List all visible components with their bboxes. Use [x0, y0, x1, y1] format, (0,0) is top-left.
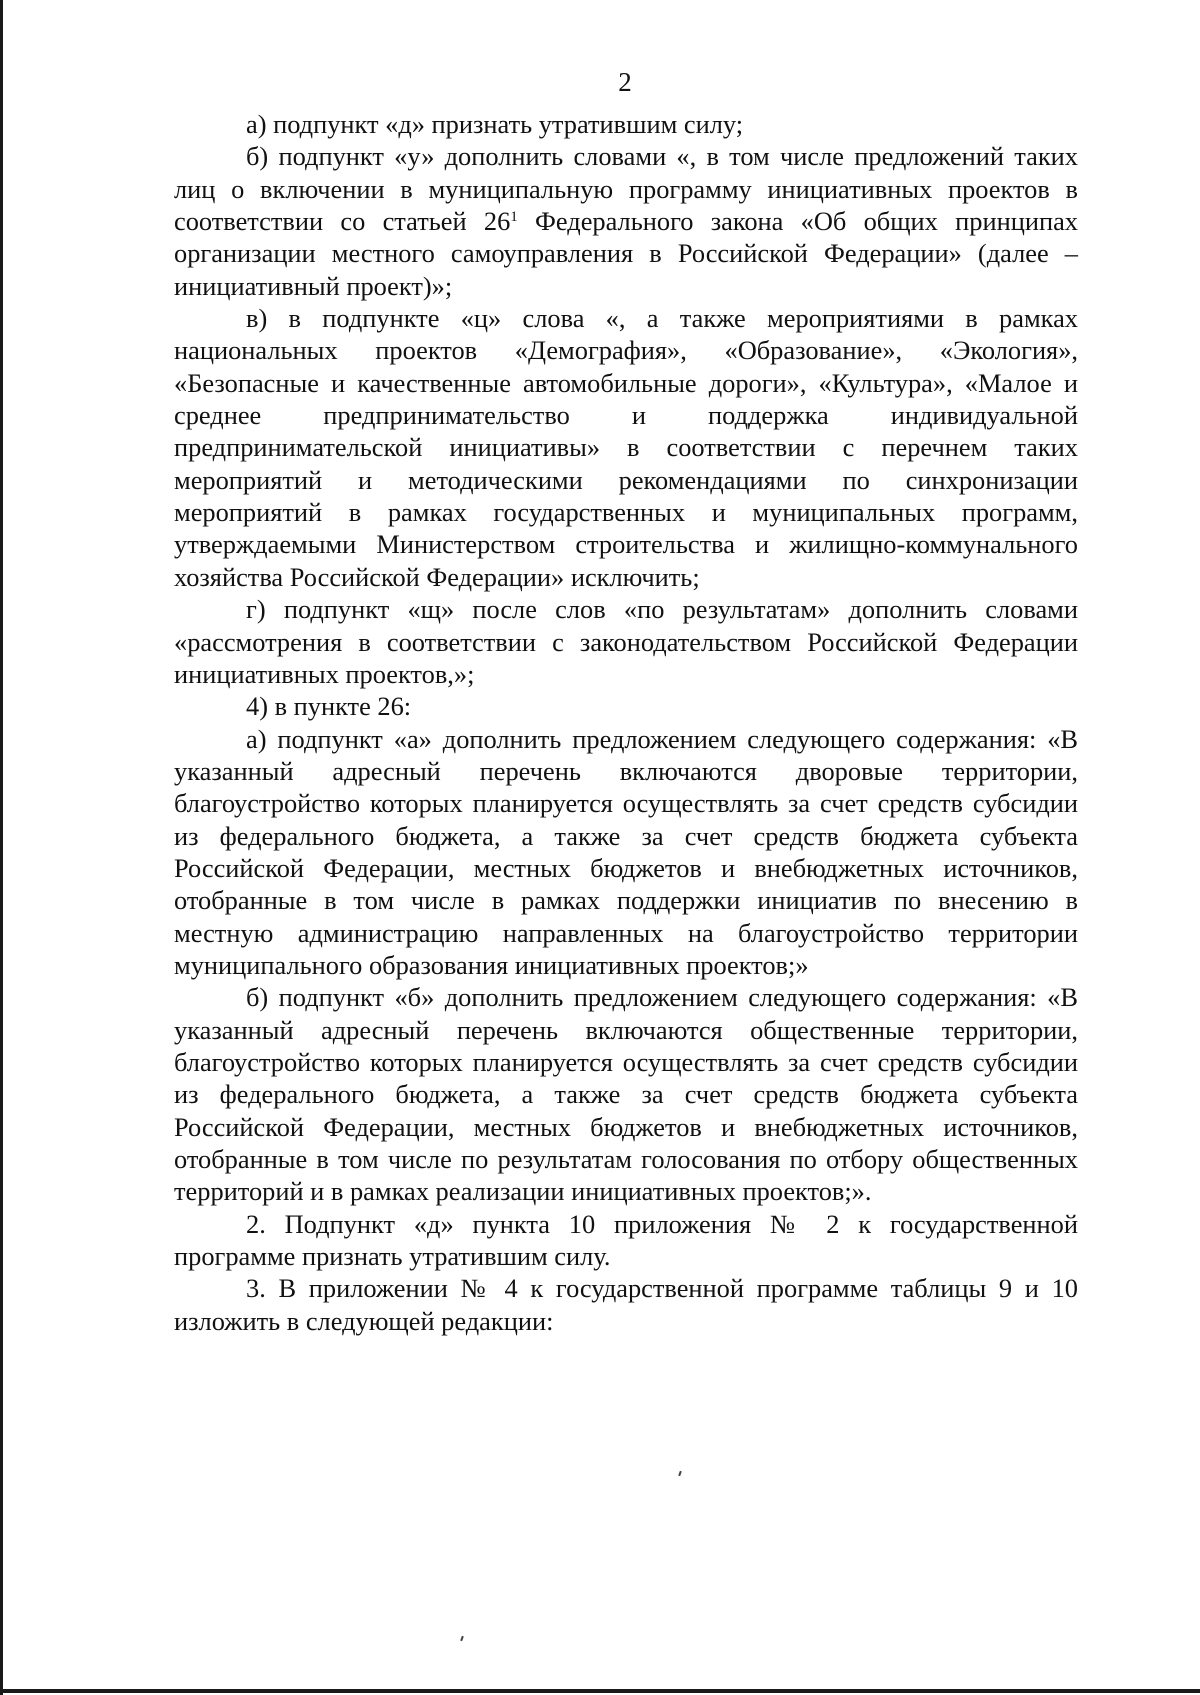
paragraph-item-26: 4) в пункте 26:	[246, 691, 412, 722]
footnote-superscript: 1	[510, 209, 518, 226]
page-number: 2	[618, 67, 632, 97]
paragraph-b-subitem-b: б) подпункт «б» дополнить предложением следующего содержания: «В указанный адресный перечень включаются общественные территории, благоустройство которых планируется осуществлять за счет средств субсидии из федерального бюджета, а также за счет средств бюджета субъекта Российской Федерации, местных бюджетов и внебюджетных источников, отобранные в том числе по результатам голосования по отбору общественных территорий и в рамках реализации инициативных проектов;».	[174, 982, 1078, 1207]
paragraph-2-annex-2: 2. Подпункт «д» пункта 10 приложения № 2 к государственной программе признать утратившим силу.	[174, 1208, 1078, 1272]
paragraph-a-subitem-a: а) подпункт «а» дополнить предложением следующего содержания: «В указанный адресный перечень включаются дворовые территории, благоустройство которых планируется осуществлять за счет средств субсидии из федерального бюджета, а также за счет средств бюджета субъекта Российской Федерации, местных бюджетов и внебюджетных источников, отобранные в том числе в рамках поддержки инициатив по внесению в местную администрацию направленных на благоустройство территории муниципального образования инициативных проектов;»	[174, 723, 1078, 980]
document-body	[174, 108, 1078, 1337]
paragraph-b-subitem-u: б) подпункт «у» дополнить словами «, в том числе предложений таких лиц о включении в муниципальную программу инициативных проектов в соответствии со статьей $26^1$ Федерального закона «Об общих принципах организации местного самоуправления в Российской Федерации» (далее – инициативный проект)»;	[174, 141, 1078, 301]
paragraph-a-subitem-d: а) подпункт «д» признать утратившим силу;	[246, 109, 744, 139]
scan-speck	[678, 1471, 682, 1476]
paragraph-3-annex-4: 3. В приложении № 4 к государственной программе таблицы 9 и 10 изложить в следующей редакции:	[174, 1273, 1078, 1336]
scan-edge-bottom	[0, 1689, 1200, 1693]
paragraph-v-subitem-ts: в) в подпункте «ц» слова «, а также мероприятиями в рамках национальных проектов «Демография», «Образование», «Экология», «Безопасные и качественные автомобильные дороги», «Культура», «Малое и среднее предпринимательство и поддержка индивидуальной предпринимательской инициативы» в соответствии с перечнем таких мероприятий и методическими рекомендациями по синхронизации мероприятий в рамках государственных и муниципальных программ, утверждаемыми Министерством строительства и жилищно-коммунального хозяйства Российской Федерации» исключить;	[174, 303, 1078, 592]
scan-edge-left	[0, 0, 3, 1695]
paragraph-g-subitem-shch: г) подпункт «щ» после слов «по результатам» дополнить словами «рассмотрения в соответствии с законодательством Российской Федерации инициативных проектов,»;	[174, 594, 1078, 689]
scan-speck	[460, 1636, 464, 1641]
